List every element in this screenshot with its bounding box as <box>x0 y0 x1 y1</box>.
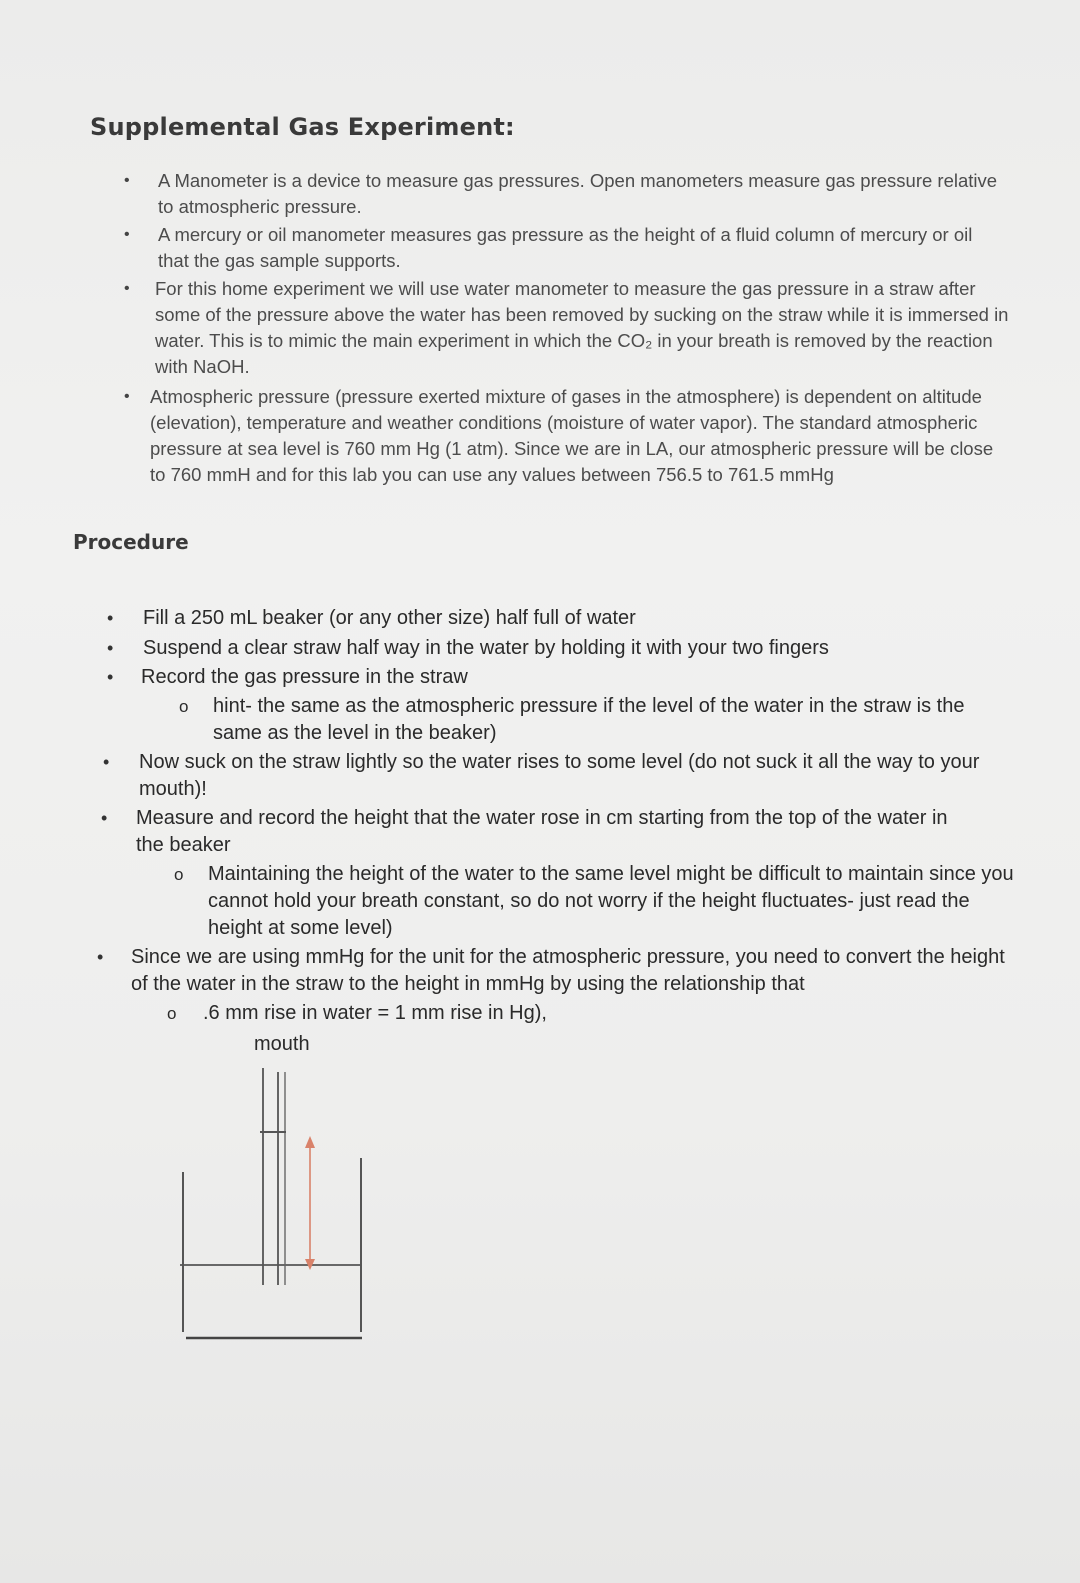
procedure-list <box>95 605 1035 1027</box>
intro-item-text: For this home experiment we will use water manometer to measure the gas pressure in a straw after some of the pressure above the water has been removed by sucking on the straw while it is immersed in water. This is to mimic the main experiment in which the CO₂ in your breath is removed by the reaction with NaOH. <box>155 278 1009 377</box>
procedure-step-text: Record the gas pressure in the straw <box>141 666 468 688</box>
page-title: Supplemental Gas Experiment: <box>90 113 515 141</box>
procedure-step <box>95 635 1035 662</box>
sub-bullet: o <box>179 697 189 716</box>
intro-item-text: Atmospheric pressure (pressure exerted mixture of gases in the atmosphere) is dependent on altitude (elevation), temperature and weather conditions (moisture of water vapor). The standard atmospheric pressure at sea level is 760 mm Hg (1 atm). Since we are in LA, our atmospheric pressure will be close to 760 mmH and for this lab you can use any values between 756.5 to 761.5 mmHg <box>150 386 994 485</box>
procedure-step-text: Fill a 250 mL beaker (or any other size) half full of water <box>143 607 636 629</box>
bullet: • <box>103 752 110 772</box>
intro-item-text: A mercury or oil manometer measures gas pressure as the height of a fluid column of mercury or oil that the gas sample supports. <box>158 224 973 271</box>
procedure-step-text: Suspend a clear straw half way in the water by holding it with your two fingers <box>143 637 829 659</box>
bullet: • <box>107 638 114 658</box>
bullet: • <box>107 608 114 628</box>
manometer-diagram <box>170 1030 390 1360</box>
procedure-sub-text: hint- the same as the atmospheric pressure if the level of the water in the straw is the same as the level in the beaker) <box>213 695 965 744</box>
procedure-sub-item <box>167 1000 903 1027</box>
procedure-step-text: Since we are using mmHg for the unit for the atmospheric pressure, you need to convert the height of the water in the straw to the height in mmHg by using the relationship that <box>131 946 1005 995</box>
intro-item-text: A Manometer is a device to measure gas pressures. Open manometers measure gas pressure relative to atmospheric pressure. <box>158 170 998 217</box>
sub-bullet: o <box>174 865 184 884</box>
procedure-step <box>95 749 1019 803</box>
procedure-step <box>95 944 1021 1027</box>
height-arrow-up <box>305 1136 315 1148</box>
procedure-sub-text: Maintaining the height of the water to the same level might be difficult to maintain since you cannot hold your breath constant, so do not worry if the height fluctuates- just read the height at some level) <box>208 863 1014 939</box>
procedure-sub-item <box>179 693 1013 747</box>
bullet: • <box>124 388 130 405</box>
procedure-step-text: Measure and record the height that the water rose in cm starting from the top of the water in the beaker <box>136 807 948 856</box>
procedure-step-text: Now suck on the straw lightly so the water rises to some level (do not suck it all the way to your mouth)! <box>139 751 980 800</box>
procedure-step <box>95 805 1014 942</box>
bullet: • <box>124 172 130 189</box>
bullet: • <box>97 947 104 967</box>
procedure-heading: Procedure <box>73 530 189 554</box>
sub-bullet: o <box>167 1004 177 1023</box>
bullet: • <box>101 808 108 828</box>
intro-list <box>100 168 1020 490</box>
intro-item-home-experiment <box>100 276 1020 380</box>
procedure-step <box>95 664 1035 747</box>
procedure-sub-item <box>174 861 1018 942</box>
intro-item-atmospheric <box>100 384 1020 488</box>
intro-item-manometer <box>100 168 1020 220</box>
bullet: • <box>124 226 130 243</box>
bullet: • <box>107 667 114 687</box>
procedure-sub-text: .6 mm rise in water = 1 mm rise in Hg), <box>203 1002 547 1024</box>
intro-item-mercury <box>100 222 1020 274</box>
procedure-step <box>95 605 1035 632</box>
bullet: • <box>124 280 130 297</box>
diagram-mouth-label: mouth <box>254 1033 310 1055</box>
